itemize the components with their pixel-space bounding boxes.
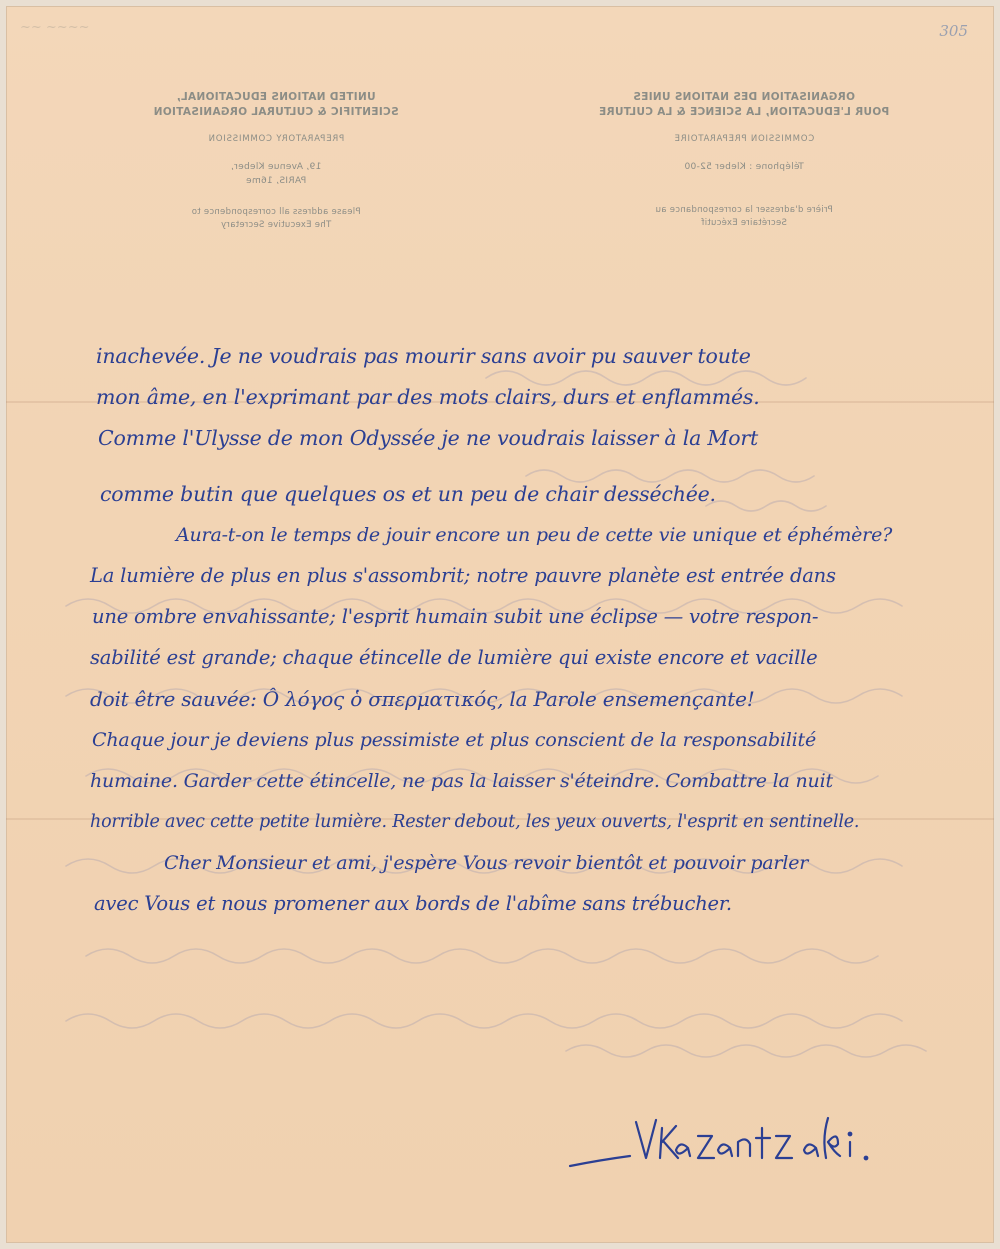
letter-sheet	[6, 6, 994, 1243]
letter-line: sabilité est grande; chaque étincelle de lumière qui existe encore et vacille	[90, 646, 818, 669]
letter-line: inachevée. Je ne voudrais pas mourir sans avoir pu sauver toute	[96, 344, 751, 368]
signature	[566, 1108, 886, 1178]
letter-line: comme butin que quelques os et un peu de chair desséchée.	[100, 482, 716, 506]
letterhead-address-line: PARIS, 16me	[245, 176, 307, 186]
letter-line: Aura-t-on le temps de jouir encore un peu de cette vie unique et éphémère?	[176, 524, 893, 546]
letterhead-commission: PREPARATORY COMMISSION	[207, 134, 345, 144]
letter-line: une ombre envahissante; l'esprit humain subit une éclipse — votre respon-	[92, 605, 819, 628]
letter-line: La lumière de plus en plus s'assombrit; notre pauvre planète est entrée dans	[90, 564, 836, 587]
faded-pencil-mark: ~~ ~~~~	[20, 20, 90, 35]
archive-number: 305	[939, 22, 968, 40]
letterhead-org-line: ORGANISATION DES NATIONS UNIES	[633, 91, 855, 103]
letter-line: Chaque jour je deviens plus pessimiste et plus conscient de la responsabilité	[92, 729, 817, 751]
letterhead-org-line: SCIENTIFIC & CULTURAL ORGANISATION	[153, 106, 399, 118]
letter-line: Cher Monsieur et ami, j'espère Vous revoir bientôt et pouvoir parler	[164, 852, 809, 874]
letterhead-commission: COMMISSION PREPARATOIRE	[673, 134, 815, 144]
letter-line: humaine. Garder cette étincelle, ne pas la laisser s'éteindre. Combattre la nuit	[90, 770, 833, 792]
letter-line: horrible avec cette petite lumière. Rester debout, les yeux ouverts, l'esprit en sentinelle.	[90, 812, 860, 832]
letterhead-note-line: Secrétaire Exécutif	[701, 218, 787, 228]
letter-line: mon âme, en l'exprimant par des mots clairs, durs et enflammés.	[96, 385, 760, 409]
letterhead-note-line: The Executive Secretary	[220, 220, 332, 230]
letterhead-note-line: Prière d'adresser la correspondance au	[655, 205, 833, 215]
letter-line: avec Vous et nous promener aux bords de l'abîme sans trébucher.	[94, 892, 732, 915]
letter-body	[90, 346, 990, 935]
letterhead-org-line: UNITED NATIONS EDUCATIONAL,	[176, 91, 376, 103]
letter-line: doit être sauvée: Ô λόγος ὁ σπερματικός, la Parole ensemençante!	[90, 687, 755, 711]
letterhead-org-line: POUR L'EDUCATION, LA SCIENCE & LA CULTURE	[598, 106, 890, 118]
letterhead-note-line: Please address all correspondence to	[191, 207, 361, 217]
letterhead-address-line: 19, Avenue Kleber,	[230, 162, 322, 172]
letterhead-phone: Téléphone : Kleber 52-00	[684, 162, 804, 172]
letter-line: Comme l'Ulysse de mon Odyssée je ne voudrais laisser à la Mort	[98, 426, 758, 450]
